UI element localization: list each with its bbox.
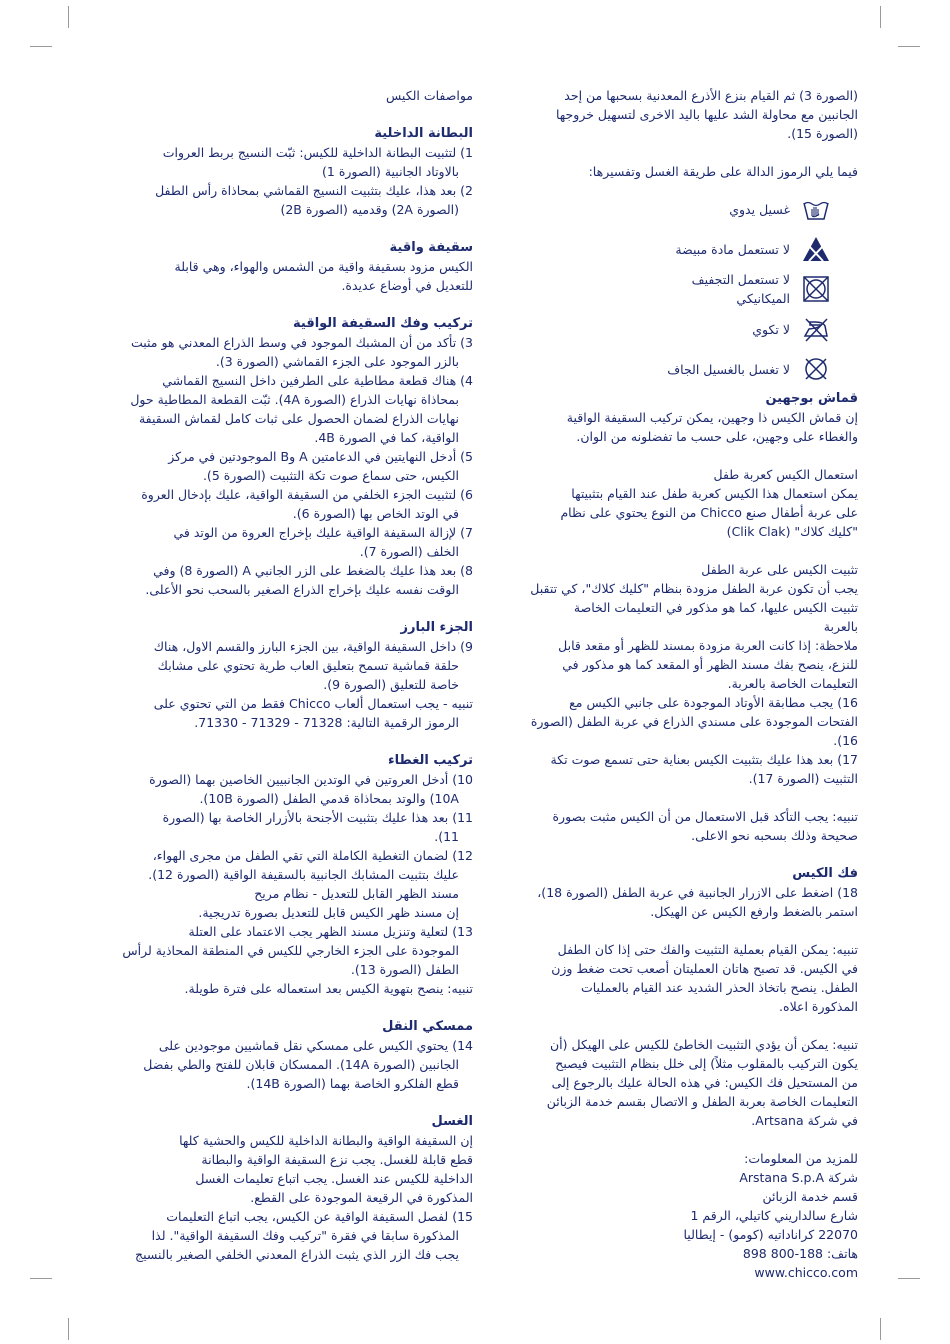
text-line: استمر بالضغط وارفع الكيس عن الهيكل. xyxy=(650,904,858,919)
canopy-fit-heading: تركيب وفك السقيفة الواقية xyxy=(293,316,473,331)
text-line: 11) بعد هذا عليك بتثبيت الأجنحة بالأزرار الخاصة بها (الصورة xyxy=(162,810,473,825)
text-line: 6) لتثبيت الجزء الخلفي من السقيفة الواقية، عليك بإدخال العروة xyxy=(141,487,473,502)
warning-line: تنبيه: يمكن أن يؤدي التثبيت الخاطئ للكيس على الهيكل (أن xyxy=(550,1037,858,1052)
warning-line: التعليمات الخاصة بعربة الطفل و الاتصال بقسم خدمة الزبائن xyxy=(546,1094,858,1109)
text-line: ملاحظة: إذا كانت العربة مزودة بمسند للظهر أو مقعد قابل xyxy=(558,638,858,653)
no-tumble-dry-label: لا تستعمل التجفيف الميكانيكي xyxy=(691,272,790,306)
text-line: الخلف (الصورة 7). xyxy=(359,544,459,559)
text-line: بالعربة xyxy=(823,619,858,634)
text-line: في الوتد الخاص بها (الصورة 6). xyxy=(292,506,459,521)
cover-heading: تركيب الغطاء xyxy=(388,753,473,768)
washing-heading: الغسل xyxy=(431,1114,473,1129)
text-line: على عربة أطفال صنع Chicco من النوع يحتوي على نظام xyxy=(560,505,858,520)
no-dry-clean-label: لا تغسل بالغسيل الجاف xyxy=(667,361,790,377)
text-line: 18) اضغط على الازرار الجانبية في عربة الطفل (الصورة 18)، xyxy=(537,885,858,900)
text-line: التعليمات الخاصة بالعربة. xyxy=(727,676,858,691)
text-line: حلقة قماشية تسمح بتعليق العاب طرية تحتوي على مشابك xyxy=(157,658,459,673)
text-line: التثبيت (الصورة 17). xyxy=(748,771,858,786)
text-line: الطفل (الصورة 13). xyxy=(350,962,459,977)
text-line: الجانبين مع محاولة الشد عليها باليد الاخرى لتسهيل خروجها xyxy=(555,107,858,122)
text-line: 17) بعد هذا عليك بتثبيت الكيس بعناية حتى تسمع صوت تكة xyxy=(550,752,858,767)
text-line: عليك بتثبيت المشابك الجانبية بالسقيفة الواقية (الصورة 12). xyxy=(148,867,459,882)
right-column xyxy=(498,86,858,1282)
text-line: بمحاذاة نهايات الذراع (الصورة 4A). ثبّت القطعة المطاطية حول xyxy=(130,392,459,407)
website-link[interactable]: www.chicco.com xyxy=(754,1265,858,1280)
care-symbol-row xyxy=(498,189,858,229)
crop-mark-bottom-left-v xyxy=(68,1318,69,1340)
text-line: "كليك كلاك" (Clik Clak) xyxy=(726,524,858,539)
crop-mark-bottom-right-v xyxy=(880,1318,881,1340)
contact-line: للمزيد من المعلومات: xyxy=(744,1151,858,1166)
text-line: 16). xyxy=(833,733,858,748)
unfix-heading: فك الكيس xyxy=(792,866,858,881)
no-bleach-icon xyxy=(800,233,832,265)
text-line: الكيس مزود بسقيفة واقية من الشمس والهواء، وهي قابلة xyxy=(174,259,473,274)
text-line: إن مسند ظهر الكيس قابل للتعديل بصورة تدريجية. xyxy=(198,905,459,920)
text-line: 10) أدخل العروتين في الوتدين الجانبيين الخاصين بهما (الصورة xyxy=(149,772,473,787)
text-line: تثبيت الكيس عليها، كما هو مذكور في التعليمات الخاصة xyxy=(573,600,858,615)
care-symbol-row xyxy=(498,269,858,309)
text-line: تنبيه: ينصح بتهوية الكيس بعد استعماله على فترة طويلة. xyxy=(184,981,473,996)
care-symbols-list xyxy=(498,189,858,389)
fabric-heading: قماش بوجهين xyxy=(765,391,858,406)
text-line: مسند الظهر القابل للتعديل - نظام مريح xyxy=(254,886,459,901)
text-line: إن السقيفة الواقية والبطانة الداخلية للكيس والحشية كلها xyxy=(179,1133,473,1148)
text-line: يجب فك الزر الذي يثبت الذراع المعدني الخلفي الصغير بالنسيج xyxy=(135,1247,459,1262)
contact-line: قسم خدمة الزبائن xyxy=(762,1189,858,1204)
text-line: 5) أدخل النهايتين في الدعامتين A وB الموجودتين في مركز xyxy=(168,449,473,464)
crop-mark-top-left-h xyxy=(30,46,52,47)
warning-line: المذكورة اعلاه. xyxy=(779,999,858,1014)
text-line: 16) يجب مطابقة الأوتاد الموجودة على جانبي الكيس مع xyxy=(569,695,858,710)
warning-line: في شركة Artsana. xyxy=(751,1113,858,1128)
canopy-heading: سقيفة واقية xyxy=(389,240,473,255)
no-bleach-label: لا تستعمل مادة مبيضة xyxy=(675,241,790,257)
contact-block xyxy=(498,1149,858,1282)
text-line: المذكورة في الرقيعة الموجودة على القطع. xyxy=(250,1190,473,1205)
text-line: 4) هناك قطعة مطاطية على الطرفين داخل النسيج القماشي xyxy=(162,373,473,388)
text-line: قطع قابلة للغسل. يجب نزع السقيفة الواقية والبطانة xyxy=(201,1152,473,1167)
page-title: مواصفات الكيس xyxy=(385,88,473,103)
fixing-heading: تثبيت الكيس على عربة الطفل xyxy=(701,562,858,577)
text-line: الواقية، كما في الصورة 4B. xyxy=(314,430,459,445)
text-line: 14) يحتوي الكيس على ممسكي نقل قماشيين موجودين على xyxy=(158,1038,473,1053)
text-line: الداخلية للكيس عند الغسل. يجب اتباع تعليمات الغسل xyxy=(195,1171,473,1186)
text-line: 8) بعد هذا عليك بالضغط على الزر الجانبي A (الصورة 8) وفي xyxy=(153,563,473,578)
text-line: والغطاء على وجهين، على حسب ما تفضلونه من الوان. xyxy=(576,429,858,444)
contact-line: شارع سالداريني كاتيلي، الرقم 1 xyxy=(690,1208,858,1223)
contact-line: شركة Arstana S.p.A xyxy=(739,1170,858,1185)
text-line: 3) تأكد من أن المشبك الموجود في وسط الذراع المعدني هو مثبت xyxy=(130,335,473,350)
text-line: الوقت نفسه عليك بإخراج الذراع الصغير بالسحب نحو الأعلى. xyxy=(145,582,459,597)
care-symbol-row xyxy=(498,229,858,269)
contact-line: 22070 كراناداتيه (كومو) - إيطاليا xyxy=(683,1227,858,1242)
text-line: الفتحات الموجودة على مسندي الذراع في عربة الطفل (الصورة xyxy=(530,714,858,729)
crop-mark-bottom-right-h xyxy=(898,1278,920,1279)
contact-line: هاتف: 188-800 898 xyxy=(742,1246,858,1261)
warning-line: تنبيه: يمكن القيام بعملية التثبيت والفك حتى إذا كان الطفل xyxy=(557,942,858,957)
left-column xyxy=(118,86,473,1264)
text-line: إن قماش الكيس ذا وجهين، يمكن تركيب السقيفة الواقية xyxy=(566,410,858,425)
text-line: 10A) والوتد بمحاذاة قدمي الطفل (الصورة 10B). xyxy=(199,791,459,806)
text-line: 7) لإزالة السقيفة الواقية عليك بإخراج العروة من الوتد في xyxy=(173,525,473,540)
text-line: قطع الفلكرو الخاصة بهما (الصورة 14B). xyxy=(246,1076,459,1091)
symbols-intro: فيما يلي الرموز الدالة على طريقة الغسل وتفسيرها: xyxy=(588,164,858,179)
text-line: بالزر الموجود على الجزء القماشي (الصورة 3). xyxy=(215,354,459,369)
handles-heading: ممسكي النقل xyxy=(382,1019,473,1034)
text-line: الكيس، حتى سماع صوت تكة التثبيت (الصورة 5). xyxy=(202,468,459,483)
text-line: (الصورة 3) ثم القيام بنزع الأذرع المعدنية بسحبها من إحد xyxy=(564,88,858,103)
inner-lining-heading: البطانة الداخلية xyxy=(374,126,473,141)
intro-paragraph xyxy=(498,86,858,143)
text-line: تنبيه - يجب استعمال ألعاب Chicco فقط من التي تحتوي على xyxy=(153,696,473,711)
care-symbol-row xyxy=(498,309,858,349)
care-symbol-row xyxy=(498,349,858,389)
warning-line: الطفل. ينصح باتخاذ الحذر الشديد عند القيام بالعمليات xyxy=(580,980,858,995)
text-line: للنزع، ينصح بفك مسند الظهر أو المقعد كما هو مذكور في xyxy=(562,657,858,672)
text-line: 13) لتعلية وتنزيل مسند الظهر يجب الاعتماد على العتلة xyxy=(188,924,473,939)
warning-line: من المستحيل فك الكيس: في هذه الحالة عليك بالرجوع إلى xyxy=(551,1075,858,1090)
hand-wash-label: غسيل يدوي xyxy=(729,201,790,217)
no-iron-label: لا تكوي xyxy=(752,321,790,337)
hand-wash-icon xyxy=(800,193,832,225)
text-line: 11). xyxy=(434,829,459,844)
warning-line: في الكيس. قد تصبح هاتان العمليتان أصعب تحت ضغط وزن xyxy=(551,961,858,976)
text-line: الرموز الرقمية التالية: 71328 - 71329 - 71330. xyxy=(194,715,459,730)
crop-mark-top-left-v xyxy=(68,6,69,28)
crop-mark-bottom-left-h xyxy=(30,1278,52,1279)
text-line: 15) لفصل السقيفة الواقية عن الكيس، يجب اتباع التعليمات xyxy=(166,1209,473,1224)
text-line: 2) بعد هذا، عليك بتثبيت النسيج القماشي بمحاذاة رأس الطفل xyxy=(155,183,473,198)
crop-mark-top-right-v xyxy=(880,6,881,28)
warning-line: صحيحة وذلك بسحبه نحو الاعلى. xyxy=(691,828,858,843)
text-line: 1) لتثبيت البطانة الداخلية للكيس: ثبّت النسيج بربط العروات xyxy=(162,145,473,160)
text-line: (الصورة 2A) وقدميه (الصورة 2B) xyxy=(280,202,459,217)
no-tumble-dry-icon xyxy=(800,273,832,305)
text-line: نهايات الذراع لضمان الحصول على ثبات كامل لقماش السقيفة xyxy=(138,411,459,426)
no-iron-icon xyxy=(800,313,832,345)
text-line: (الصورة 15). xyxy=(787,126,858,141)
crop-mark-top-right-h xyxy=(898,46,920,47)
usage-heading: استعمال الكيس كعربة طفل xyxy=(713,467,858,482)
text-line: الجانبين (الصورة 14A). الممسكان قابلان للفتح والطي بفضل xyxy=(143,1057,459,1072)
text-line: الموجودة على الجزء الخارجي للكيس في المنطقة المحاذية لرأس xyxy=(122,943,459,958)
text-line: يمكن استعمال هذا الكيس كعربة طفل عند القيام بتثبيتها xyxy=(571,486,858,501)
warning-line: تنبيه: يجب التأكد قبل الاستعمال من أن الكيس مثبت بصورة xyxy=(552,809,858,824)
text-line: بالاوتاد الجانبية (الصورة 1) xyxy=(322,164,459,179)
text-line: 9) داخل السقيفة الواقية، بين الجزء البارز والقسم الاول، هناك xyxy=(153,639,473,654)
text-line: يجب أن تكون عربة الطفل مزودة بنظام "كليك كلاك"، كي تتقبل xyxy=(530,581,858,596)
no-dry-clean-icon xyxy=(800,353,832,385)
text-line: خاصة للتعليق (الصورة 9). xyxy=(323,677,459,692)
text-line: المذكورة سابقا في فقرة "تركيب وفك السقيفة الواقية". لذا xyxy=(151,1228,459,1243)
text-line: 12) لضمان التغطية الكاملة التي تقي الطفل من مجرى الهواء، xyxy=(152,848,473,863)
warning-line: يكون التركيب بالمقلوب مثلاً) إلى خلل بنظام التثبيت فيصبح xyxy=(555,1056,858,1071)
protruding-heading: الجزء البارز xyxy=(400,620,473,635)
text-line: للتعديل في أوضاع عديدة. xyxy=(341,278,473,293)
